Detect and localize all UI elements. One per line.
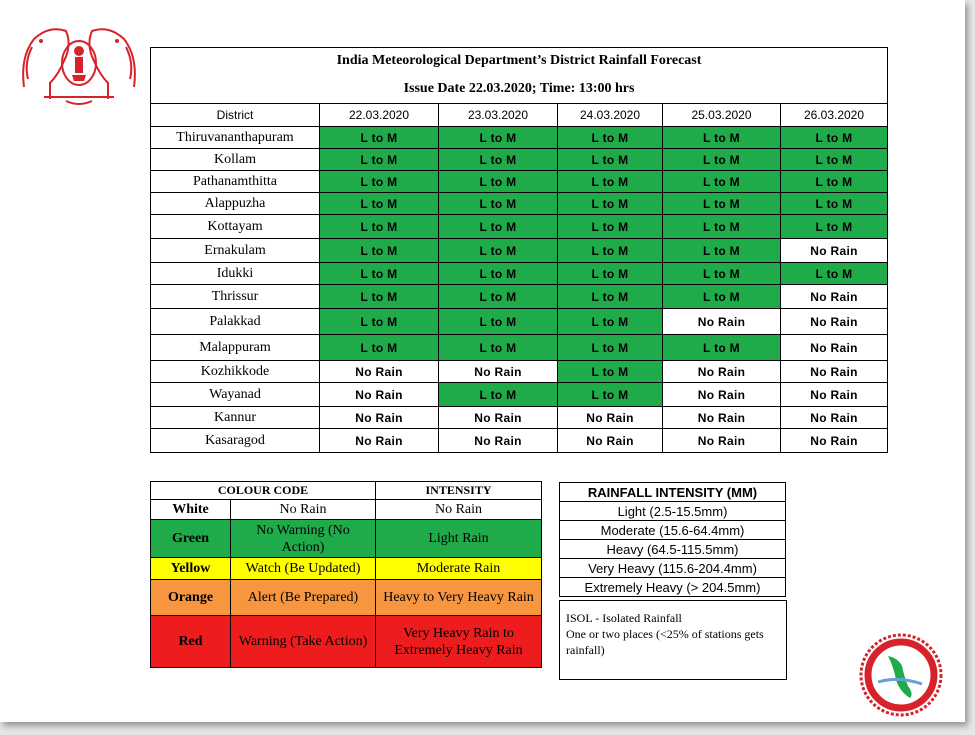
forecast-cell: No Rain (781, 383, 888, 407)
forecast-cell: L to M (781, 215, 888, 239)
district-name: Kannur (151, 407, 320, 429)
forecast-cell: No Rain (558, 407, 663, 429)
colour-meaning: Watch (Be Updated) (231, 558, 376, 580)
forecast-cell: L to M (320, 309, 439, 335)
forecast-cell: L to M (439, 383, 558, 407)
forecast-cell: L to M (439, 193, 558, 215)
forecast-cell: L to M (320, 239, 439, 263)
forecast-cell: No Rain (663, 407, 781, 429)
forecast-cell: L to M (320, 285, 439, 309)
forecast-cell: No Rain (781, 239, 888, 263)
district-name: Thiruvananthapuram (151, 127, 320, 149)
forecast-cell: L to M (781, 149, 888, 171)
rainfall-intensity-item: Very Heavy (115.6-204.4mm) (560, 559, 786, 578)
forecast-cell: L to M (439, 149, 558, 171)
forecast-cell: No Rain (781, 309, 888, 335)
rainfall-intensity-item: Heavy (64.5-115.5mm) (560, 540, 786, 559)
forecast-cell: L to M (558, 215, 663, 239)
district-row (151, 335, 888, 361)
colour-name: Yellow (151, 558, 231, 580)
forecast-cell: No Rain (663, 383, 781, 407)
colour-intensity: No Rain (376, 500, 542, 520)
district-name: Malappuram (151, 335, 320, 361)
district-row (151, 309, 888, 335)
colour-meaning: Warning (Take Action) (231, 616, 376, 668)
rainfall-intensity-table (559, 482, 786, 597)
kerala-emblem-logo (14, 17, 144, 107)
forecast-cell: No Rain (439, 429, 558, 453)
date-column-header: 23.03.2020 (439, 104, 558, 127)
colour-code-row (151, 580, 542, 616)
district-row (151, 263, 888, 285)
forecast-cell: No Rain (781, 429, 888, 453)
district-row (151, 171, 888, 193)
note-line-1: ISOL - Isolated Rainfall (566, 611, 682, 625)
district-row (151, 429, 888, 453)
forecast-cell: L to M (663, 171, 781, 193)
forecast-cell: L to M (558, 193, 663, 215)
isolated-rainfall-note (559, 600, 787, 680)
district-column-header: District (151, 104, 320, 127)
forecast-cell: No Rain (320, 361, 439, 383)
forecast-cell: L to M (439, 215, 558, 239)
rainfall-intensity-item: Light (2.5-15.5mm) (560, 502, 786, 521)
forecast-cell: No Rain (663, 361, 781, 383)
colour-code-header: COLOUR CODE (151, 482, 376, 500)
forecast-cell: L to M (320, 215, 439, 239)
forecast-cell: L to M (558, 309, 663, 335)
forecast-cell: L to M (320, 193, 439, 215)
forecast-cell: L to M (439, 309, 558, 335)
district-name: Kasaragod (151, 429, 320, 453)
forecast-cell: No Rain (320, 383, 439, 407)
colour-code-table (150, 481, 542, 668)
forecast-cell: No Rain (558, 429, 663, 453)
forecast-cell: No Rain (781, 407, 888, 429)
date-column-header: 25.03.2020 (663, 104, 781, 127)
colour-name: Red (151, 616, 231, 668)
forecast-cell: L to M (663, 193, 781, 215)
forecast-cell: L to M (781, 263, 888, 285)
colour-intensity: Heavy to Very Heavy Rain (376, 580, 542, 616)
forecast-cell: L to M (439, 285, 558, 309)
forecast-cell: L to M (558, 285, 663, 309)
forecast-cell: L to M (663, 239, 781, 263)
ksdma-logo (858, 632, 944, 718)
forecast-cell: L to M (663, 285, 781, 309)
forecast-cell: L to M (663, 335, 781, 361)
forecast-cell: No Rain (320, 429, 439, 453)
colour-name: Orange (151, 580, 231, 616)
forecast-cell: L to M (781, 193, 888, 215)
district-name: Thrissur (151, 285, 320, 309)
forecast-cell: No Rain (781, 285, 888, 309)
forecast-cell: L to M (558, 383, 663, 407)
district-name: Ernakulam (151, 239, 320, 263)
forecast-cell: L to M (663, 215, 781, 239)
forecast-cell: L to M (439, 263, 558, 285)
district-row (151, 361, 888, 383)
district-name: Pathanamthitta (151, 171, 320, 193)
forecast-cell: L to M (320, 127, 439, 149)
rainfall-intensity-header: RAINFALL INTENSITY (MM) (560, 483, 786, 502)
colour-code-row (151, 500, 542, 520)
forecast-cell: L to M (439, 171, 558, 193)
forecast-cell: No Rain (781, 361, 888, 383)
forecast-cell: No Rain (781, 335, 888, 361)
colour-code-row (151, 520, 542, 558)
forecast-cell: L to M (320, 263, 439, 285)
intensity-header: INTENSITY (376, 482, 542, 500)
forecast-cell: L to M (663, 127, 781, 149)
colour-name: White (151, 500, 231, 520)
district-name: Alappuzha (151, 193, 320, 215)
colour-intensity: Light Rain (376, 520, 542, 558)
forecast-cell: L to M (663, 263, 781, 285)
district-row (151, 215, 888, 239)
district-name: Kozhikkode (151, 361, 320, 383)
district-forecast-table (150, 47, 888, 453)
district-row (151, 127, 888, 149)
forecast-cell: No Rain (663, 429, 781, 453)
district-row (151, 149, 888, 171)
forecast-cell: L to M (320, 335, 439, 361)
district-name: Idukki (151, 263, 320, 285)
forecast-cell: L to M (781, 127, 888, 149)
district-name: Wayanad (151, 383, 320, 407)
district-row (151, 239, 888, 263)
forecast-cell: L to M (439, 127, 558, 149)
date-column-header: 22.03.2020 (320, 104, 439, 127)
date-column-header: 26.03.2020 (781, 104, 888, 127)
colour-intensity: Moderate Rain (376, 558, 542, 580)
rainfall-intensity-item: Moderate (15.6-64.4mm) (560, 521, 786, 540)
colour-meaning: Alert (Be Prepared) (231, 580, 376, 616)
forecast-cell: L to M (439, 335, 558, 361)
colour-code-row (151, 616, 542, 668)
district-row (151, 285, 888, 309)
colour-meaning: No Warning (No Action) (231, 520, 376, 558)
forecast-cell: L to M (320, 171, 439, 193)
forecast-cell: L to M (558, 263, 663, 285)
district-name: Kollam (151, 149, 320, 171)
forecast-cell: L to M (558, 149, 663, 171)
forecast-cell: L to M (558, 361, 663, 383)
colour-name: Green (151, 520, 231, 558)
forecast-cell: No Rain (320, 407, 439, 429)
rainfall-intensity-item: Extremely Heavy (> 204.5mm) (560, 578, 786, 597)
forecast-cell: L to M (439, 239, 558, 263)
forecast-cell: L to M (558, 335, 663, 361)
forecast-cell: No Rain (663, 309, 781, 335)
district-row (151, 407, 888, 429)
forecast-cell: L to M (558, 239, 663, 263)
colour-meaning: No Rain (231, 500, 376, 520)
forecast-cell: L to M (781, 171, 888, 193)
forecast-cell: No Rain (439, 361, 558, 383)
forecast-cell: L to M (558, 171, 663, 193)
district-row (151, 193, 888, 215)
colour-code-row (151, 558, 542, 580)
district-name: Palakkad (151, 309, 320, 335)
colour-intensity: Very Heavy Rain to Extremely Heavy Rain (376, 616, 542, 668)
forecast-header-row (151, 104, 888, 127)
forecast-cell: L to M (558, 127, 663, 149)
forecast-cell: L to M (320, 149, 439, 171)
issue-date-time: Issue Date 22.03.2020; Time: 13:00 hrs (151, 74, 888, 104)
forecast-cell: L to M (663, 149, 781, 171)
note-line-2: One or two places (<25% of stations gets rainfall) (566, 627, 764, 657)
district-name: Kottayam (151, 215, 320, 239)
forecast-title: India Meteorological Department’s District Rainfall Forecast (151, 48, 888, 75)
date-column-header: 24.03.2020 (558, 104, 663, 127)
forecast-cell: No Rain (439, 407, 558, 429)
district-row (151, 383, 888, 407)
